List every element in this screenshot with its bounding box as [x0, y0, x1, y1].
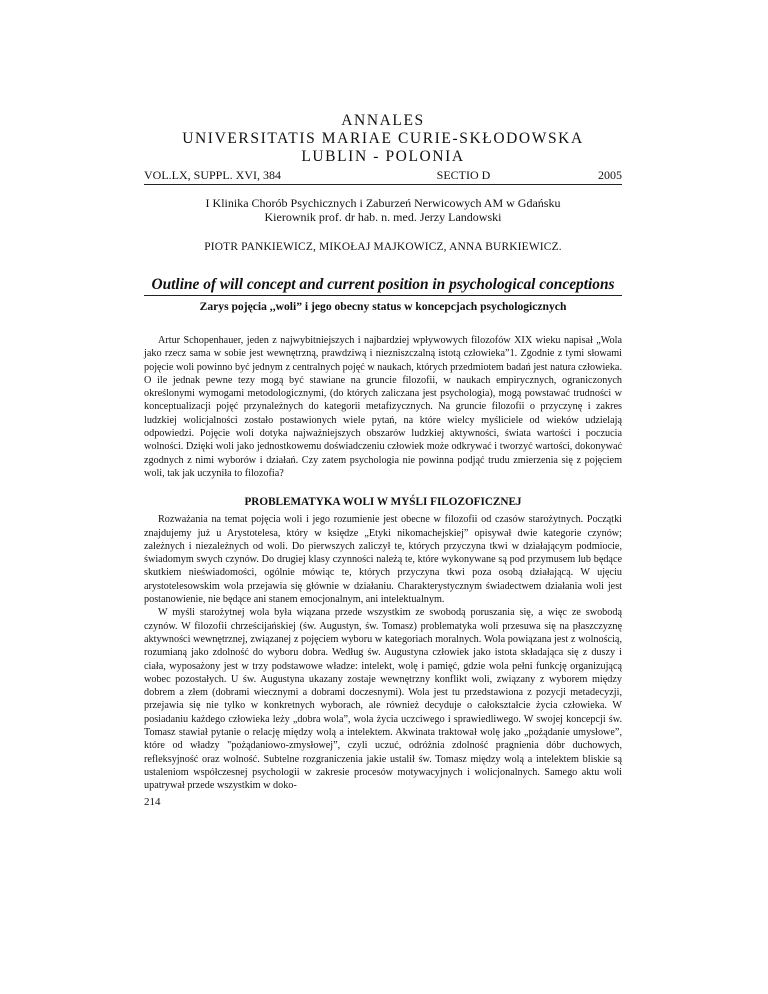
- journal-title-line1: ANNALES: [341, 112, 425, 129]
- body-text: [144, 513, 622, 792]
- affiliation-line2: Kierownik prof. dr hab. n. med. Jerzy Landowski: [264, 210, 502, 224]
- sectio-info: SECTIO D: [436, 168, 491, 182]
- paragraph-2: W myśli starożytnej wola była wiązana przede wszystkim ze swobodą poruszania się, a więc ze swobodą czynów. W filozofii chrześcijańskiej (św. Augustyn, św. Tomasz) problematyka woli przesuwa się na płaszczyznę aktywności wewnętrznej, związanej z pojęciem wyboru w kategoriach moralnych. Wola powiązana jest z wolnością, rozumianą jako zdolność do wyboru dobra. Według św. Augustyna człowiek jako istota składająca się z duszy i ciała, wyposażony jest w trzy podstawowe władze: intelekt, wolę i pamięć, gdzie wola pełni funkcję organizującą wobec pozostałych. U św. Augustyna ukazany zostaje wewnętrzny konflikt woli, związany z wyborem między dobrem a złem (dobrami wiecznymi a dobrami doczesnymi). Wola jest tu przedstawiona z pozycji metadecyzji, przejawia się nie tylko w konkretnych wyborach, ale również decyduje o całokształcie życia człowieka. W posiadaniu każdego człowieka leży „dobra wola”, wola życia uczciwego i sprawiedliwego. W swojej koncepcji św. Tomasz stawiał pytanie o relację między wolą a intelektem. Akwinata traktował wolę jako „pożądanie umysłowe”, które od władzy "pożądaniowo-zmysłowej”, czyli uczuć, odróżnia zdolność pragnienia dóbr duchowych, refleksyjność oraz wolność. Subtelne rozgraniczenia jakie ustalił św. Tomasz między wolą a intelektem bliskie są ustaleniom współczesnej psychologii w zakresie procesów motywacyjnych i wolicjonalnych. Samego aktu woli upatrywał przede wszystkim w doko-: [144, 607, 622, 792]
- authors: PIOTR PANKIEWICZ, MIKOŁAJ MAJKOWICZ, ANNA BURKIEWICZ.: [204, 241, 562, 253]
- title-rule: [144, 295, 622, 296]
- journal-title-line3: LUBLIN - POLONIA: [301, 148, 465, 165]
- paper-title-english: Outline of will concept and current position in psychological conceptions: [151, 276, 615, 293]
- journal-title-line2: UNIVERSITATIS MARIAE CURIE-SKŁODOWSKA: [182, 130, 584, 147]
- paper-title-polish: Zarys pojęcia ,,woli” i jego obecny status w koncepcjach psychologicznych: [199, 300, 567, 313]
- paper-page: [144, 112, 622, 808]
- affiliation-line1: I Klinika Chorób Psychicznych i Zaburzeń Nerwicowych AM w Gdańsku: [205, 196, 561, 210]
- paragraph-1: Rozważania na temat pojęcia woli i jego rozumienie jest obecne w filozofii od czasów starożytnych. Początki znajdujemy już u Arystotelesa, który w księdze „Etyki nikomachejskiej” opisywał dwie kategorie czynów; zależnych i niezależnych od woli. Do pierwszych zaliczył te, których przyczyna tkwi w działającym podmiocie, świadomym swych czynów. Do drugiej klasy czynności należą te, które wykonywane są pod przymusem lub będące skutkiem nieświadomości, ogólnie mówiąc te, których przyczyna tkwi poza osobą działającą. W ujęciu arystotelesowskim wola przejawia się głównie w działaniu. Charakterystycznym świadectwem działania woli jest postanowienie, nie będące ani stanem emocjonalnym, ani intelektualnym.: [144, 514, 622, 606]
- journal-meta-row: [144, 168, 622, 183]
- abstract: Artur Schopenhauer, jeden z najwybitniejszych i najbardziej wpływowych filozofów XIX wieku napisał „Wola jako rzecz sama w sobie jest wewnętrzną, prawdziwą i niezniszczalną istotą człowieka”1. Zgodnie z tymi słowami pojęcie woli powinno być jednym z centralnych pojęć w naukach, których przedmiotem badań jest natura człowieka. O ile jednak pewne tezy mogą być stawiane na gruncie filozofii, w naukach empirycznych, ograniczonych określonymi wymogami metodologicznymi, (do których zaliczana jest psychologia), mogą powstawać trudności w konceptualizacji pojęć przynależnych do kategorii metafizycznych. Na gruncie filozofii o przyczynę i zakres ludzkiej wolicjalności zostało postawionych wiele pytań, na które wielcy myśliciele od wieków udzielają odpowiedzi. Pojęcie woli dotyka najważniejszych obszarów ludzkiej aktywności, świata wartości i poczucia wolności. Dzięki woli jako jednostkowemu doświadczeniu człowiek może odkrywać i tworzyć wartości, dokonywać zgodnych z nimi wyborów i działań. Czy zatem psychologia nie powinna podjąć trudu zmierzenia się z pojęciem woli, tak jak uczyniła to filozofia?: [144, 335, 622, 479]
- section-heading: PROBLEMATYKA WOLI W MYŚLI FILOZOFICZNEJ: [244, 496, 522, 509]
- affiliation: [144, 196, 622, 224]
- page-number: 214: [144, 795, 161, 808]
- volume-info: VOL.LX, SUPPL. XVI, 384: [144, 168, 282, 182]
- journal-header: [144, 112, 622, 185]
- year-info: 2005: [598, 168, 622, 182]
- header-rule: [144, 184, 622, 185]
